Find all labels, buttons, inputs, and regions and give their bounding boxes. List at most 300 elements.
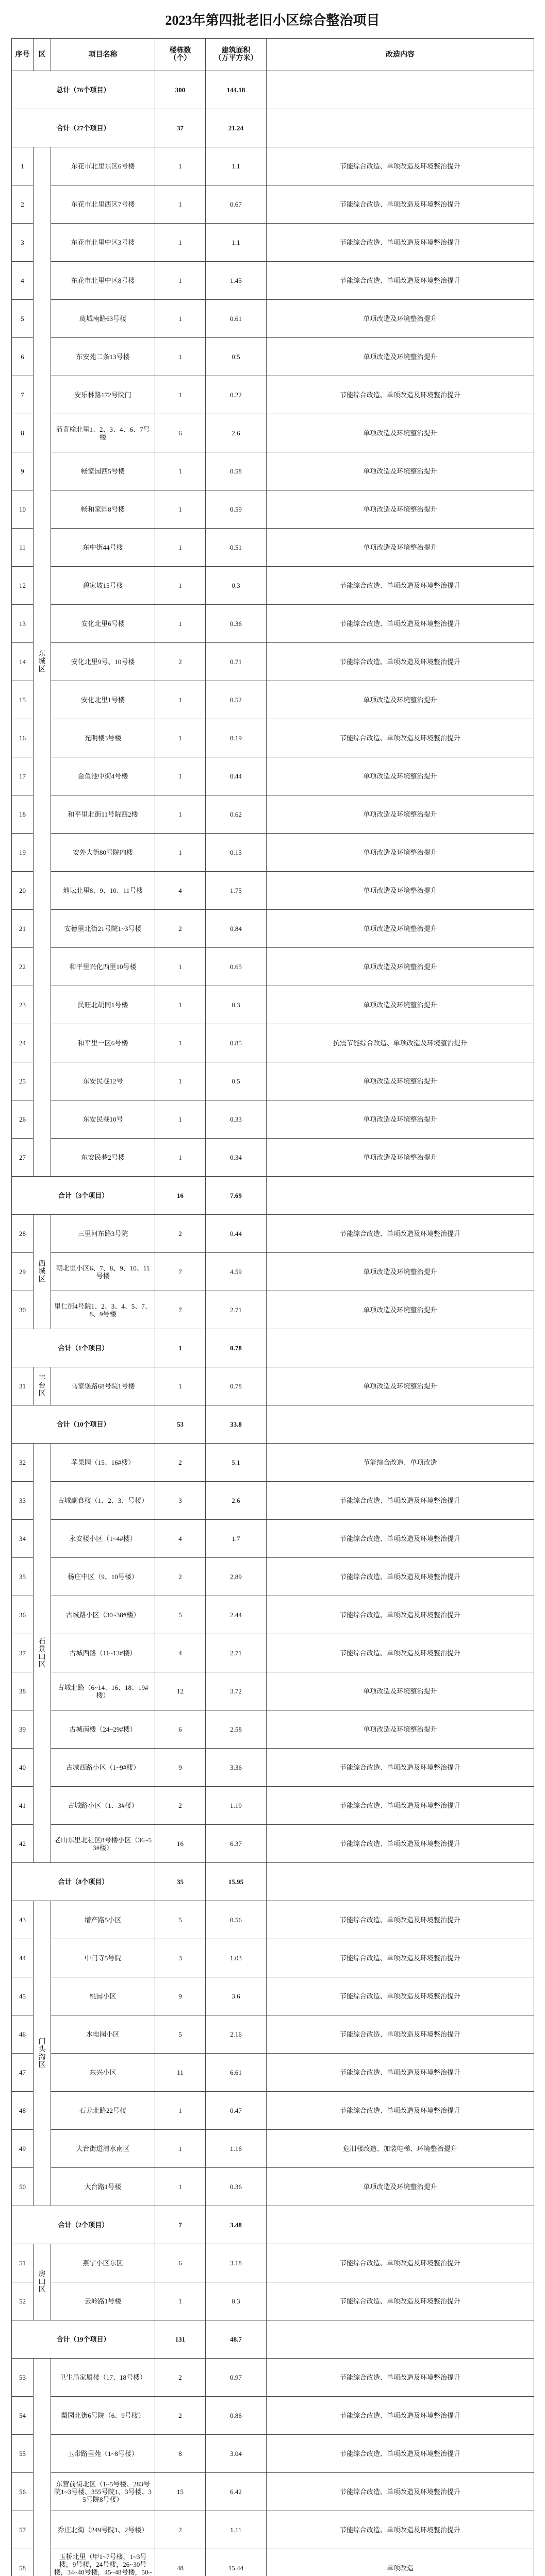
row-area: 0.3 — [206, 567, 267, 605]
row-content: 节能综合改造、单项改造及环境整治提升 — [267, 2282, 534, 2320]
row-buildings: 16 — [155, 1825, 206, 1863]
table-row — [12, 529, 534, 567]
row-name: 安化北里1号楼 — [51, 681, 155, 719]
row-content: 单项改造及环境整治提升 — [267, 948, 534, 986]
grand-total-area: 144.18 — [206, 71, 267, 109]
row-buildings: 1 — [155, 948, 206, 986]
row-name: 东花市北里东区6号楼 — [51, 147, 155, 185]
table-row — [12, 147, 534, 185]
table-row — [12, 2435, 534, 2473]
group-total-label: 合计（1个项目） — [12, 1329, 155, 1367]
row-seq: 17 — [12, 757, 34, 795]
row-name: 老山东里北社区8号楼小区（36~53#楼） — [51, 1825, 155, 1863]
group-total-content — [267, 1405, 534, 1444]
row-area: 1.75 — [206, 872, 267, 910]
row-content: 单项改造及环境整治提升 — [267, 1062, 534, 1100]
row-seq: 22 — [12, 948, 34, 986]
row-seq: 40 — [12, 1749, 34, 1787]
row-content: 单项改造及环境整治提升 — [267, 910, 534, 948]
group-total-row — [12, 2206, 534, 2244]
row-name: 碧家坡15号楼 — [51, 567, 155, 605]
row-seq: 37 — [12, 1634, 34, 1672]
group-total-row — [12, 109, 534, 147]
row-buildings: 11 — [155, 2054, 206, 2092]
row-area: 2.89 — [206, 1558, 267, 1596]
table-row — [12, 1825, 534, 1863]
row-buildings: 1 — [155, 757, 206, 795]
grand-total-row — [12, 71, 534, 109]
row-seq: 58 — [12, 2549, 34, 2576]
row-buildings: 1 — [155, 147, 206, 185]
row-buildings: 4 — [155, 1520, 206, 1558]
table-row — [12, 795, 534, 834]
row-area: 0.62 — [206, 795, 267, 834]
row-seq: 13 — [12, 605, 34, 643]
row-seq: 30 — [12, 1291, 34, 1329]
row-area: 6.37 — [206, 1825, 267, 1863]
row-seq: 54 — [12, 2397, 34, 2435]
table-row — [12, 834, 534, 872]
row-seq: 43 — [12, 1901, 34, 1939]
group-total-buildings: 7 — [155, 2206, 206, 2244]
row-buildings: 1 — [155, 2092, 206, 2130]
row-content: 节能综合改造、单项改造 — [267, 1444, 534, 1482]
row-area: 0.65 — [206, 948, 267, 986]
row-seq: 19 — [12, 834, 34, 872]
row-seq: 39 — [12, 1710, 34, 1749]
row-seq: 29 — [12, 1253, 34, 1291]
row-name: 梨园北街6号院（6、9号楼） — [51, 2397, 155, 2435]
row-seq: 6 — [12, 338, 34, 376]
row-area: 5.1 — [206, 1444, 267, 1482]
row-content: 节能综合改造、单项改造及环境整治提升 — [267, 2054, 534, 2092]
row-buildings: 9 — [155, 1977, 206, 2015]
row-content: 节能综合改造、单项改造及环境整治提升 — [267, 1634, 534, 1672]
row-buildings: 1 — [155, 567, 206, 605]
row-content: 单项改造及环境整治提升 — [267, 300, 534, 338]
row-name: 水电园小区 — [51, 2015, 155, 2054]
row-buildings: 1 — [155, 605, 206, 643]
row-name: 东花市北里西区7号楼 — [51, 185, 155, 224]
row-area: 1.11 — [206, 2511, 267, 2549]
group-total-buildings: 35 — [155, 1863, 206, 1901]
row-content: 节能综合改造、单项改造及环境整治提升 — [267, 1749, 534, 1787]
row-content: 节能综合改造、单项改造及环境整治提升 — [267, 262, 534, 300]
group-total-row — [12, 1405, 534, 1444]
row-name: 金鱼池中街4号楼 — [51, 757, 155, 795]
table-row — [12, 338, 534, 376]
row-name: 蒲黄榆北里1、2、3、4、6、7号楼 — [51, 414, 155, 452]
row-name: 朝北里小区6、7、8、9、10、11号楼 — [51, 1253, 155, 1291]
table-row — [12, 1939, 534, 1977]
row-name: 安乐林路172号院门 — [51, 376, 155, 414]
row-buildings: 1 — [155, 2282, 206, 2320]
row-buildings: 12 — [155, 1672, 206, 1710]
row-content: 单项改造及环境整治提升 — [267, 1710, 534, 1749]
group-total-area: 48.7 — [206, 2320, 267, 2359]
row-name: 民旺北胡同1号楼 — [51, 986, 155, 1024]
row-area: 0.44 — [206, 757, 267, 795]
row-content: 节能综合改造、单项改造及环境整治提升 — [267, 2511, 534, 2549]
row-content: 节能综合改造、单项改造及环境整治提升 — [267, 1825, 534, 1863]
row-seq: 45 — [12, 1977, 34, 2015]
table-row — [12, 2473, 534, 2511]
row-name: 石龙北路22号楼 — [51, 2092, 155, 2130]
table-row — [12, 2511, 534, 2549]
row-area: 3.04 — [206, 2435, 267, 2473]
row-name: 里仁街4号院1、2、3、4、5、7、8、9号楼 — [51, 1291, 155, 1329]
row-seq: 18 — [12, 795, 34, 834]
projects-table — [11, 38, 534, 2576]
row-name: 古城西路（11~13#楼） — [51, 1634, 155, 1672]
row-name: 东花市北里中区8号楼 — [51, 262, 155, 300]
row-name: 珑城南路63号楼 — [51, 300, 155, 338]
row-content: 节能综合改造、单项改造及环境整治提升 — [267, 2397, 534, 2435]
table-row — [12, 262, 534, 300]
row-seq: 55 — [12, 2435, 34, 2473]
table-row — [12, 2397, 534, 2435]
row-seq: 23 — [12, 986, 34, 1024]
row-seq: 21 — [12, 910, 34, 948]
row-area: 0.3 — [206, 986, 267, 1024]
row-area: 0.52 — [206, 681, 267, 719]
table-row — [12, 605, 534, 643]
row-buildings: 1 — [155, 719, 206, 757]
row-content: 单项改造及环境整治提升 — [267, 1139, 534, 1177]
row-name: 东安民巷12号 — [51, 1062, 155, 1100]
table-row — [12, 224, 534, 262]
row-name: 云岭路1号楼 — [51, 2282, 155, 2320]
row-buildings: 1 — [155, 1139, 206, 1177]
table-row — [12, 452, 534, 490]
table-row — [12, 1596, 534, 1634]
row-name: 地坛北里8、9、10、11号楼 — [51, 872, 155, 910]
row-seq: 11 — [12, 529, 34, 567]
row-area: 0.59 — [206, 490, 267, 529]
table-row — [12, 185, 534, 224]
row-buildings: 1 — [155, 338, 206, 376]
row-content: 节能综合改造、单项改造及环境整治提升 — [267, 224, 534, 262]
row-buildings: 2 — [155, 910, 206, 948]
row-name: 东花市北里中区3号楼 — [51, 224, 155, 262]
row-content: 单项改造及环境整治提升 — [267, 1672, 534, 1710]
group-total-buildings: 131 — [155, 2320, 206, 2359]
table-row — [12, 1710, 534, 1749]
row-area: 2.71 — [206, 1634, 267, 1672]
row-area: 0.15 — [206, 834, 267, 872]
row-buildings: 1 — [155, 376, 206, 414]
row-buildings: 5 — [155, 1901, 206, 1939]
row-content: 节能综合改造、单项改造及环境整治提升 — [267, 1596, 534, 1634]
district-cell — [34, 2359, 51, 2576]
row-area: 2.16 — [206, 2015, 267, 2054]
row-buildings: 6 — [155, 1710, 206, 1749]
row-name: 东安民巷2号楼 — [51, 1139, 155, 1177]
row-content: 单项改造及环境整治提升 — [267, 681, 534, 719]
table-row — [12, 948, 534, 986]
table-row — [12, 910, 534, 948]
row-area: 0.19 — [206, 719, 267, 757]
group-total-row — [12, 1177, 534, 1215]
row-area: 0.44 — [206, 1215, 267, 1253]
row-name: 马家堡路68号院1号楼 — [51, 1367, 155, 1405]
row-seq: 14 — [12, 643, 34, 681]
row-seq: 52 — [12, 2282, 34, 2320]
row-buildings: 4 — [155, 872, 206, 910]
row-buildings: 1 — [155, 2168, 206, 2206]
group-total-label: 合计（10个项目） — [12, 1405, 155, 1444]
row-buildings: 2 — [155, 1558, 206, 1596]
row-name: 古城北路（6~14、16、18、19#楼） — [51, 1672, 155, 1710]
row-seq: 9 — [12, 452, 34, 490]
row-content: 单项改造及环境整治提升 — [267, 795, 534, 834]
row-content: 单项改造及环境整治提升 — [267, 834, 534, 872]
table-row — [12, 1062, 534, 1100]
grand-total-label: 总计（76个项目） — [12, 71, 155, 109]
row-name: 古城路小区（30~38#楼） — [51, 1596, 155, 1634]
group-total-area: 3.48 — [206, 2206, 267, 2244]
row-seq: 36 — [12, 1596, 34, 1634]
row-name: 畅和家园8号楼 — [51, 490, 155, 529]
row-seq: 50 — [12, 2168, 34, 2206]
row-buildings: 2 — [155, 1444, 206, 1482]
row-buildings: 8 — [155, 2435, 206, 2473]
row-buildings: 7 — [155, 1253, 206, 1291]
table-row — [12, 300, 534, 338]
col-header-name: 项目名称 — [51, 39, 155, 71]
row-buildings: 1 — [155, 185, 206, 224]
row-seq: 44 — [12, 1939, 34, 1977]
row-content: 节能综合改造、单项改造及环境整治提升 — [267, 1977, 534, 2015]
grand-total-buildings: 300 — [155, 71, 206, 109]
table-row — [12, 1749, 534, 1787]
row-content: 节能综合改造、单项改造及环境整治提升 — [267, 1939, 534, 1977]
table-row — [12, 1520, 534, 1558]
table-row — [12, 1253, 534, 1291]
district-cell: 西 城 区 — [34, 1215, 51, 1329]
row-buildings: 1 — [155, 1367, 206, 1405]
row-name: 乔庄北街（249号院1、2号楼） — [51, 2511, 155, 2549]
row-seq: 35 — [12, 1558, 34, 1596]
row-content: 节能综合改造、单项改造及环境整治提升 — [267, 1215, 534, 1253]
group-total-label: 合计（8个项目） — [12, 1863, 155, 1901]
row-buildings: 6 — [155, 2244, 206, 2282]
row-name: 玉桥北里（甲1~7号楼，1~3号楼，9号楼，24号楼，26~30号楼，34~40号楼，45~48号楼，50~ — [51, 2549, 155, 2576]
row-area: 1.1 — [206, 224, 267, 262]
row-name: 东中街44号楼 — [51, 529, 155, 567]
row-buildings: 1 — [155, 262, 206, 300]
row-seq: 31 — [12, 1367, 34, 1405]
row-content: 单项改造及环境整治提升 — [267, 872, 534, 910]
group-total-content — [267, 1177, 534, 1215]
row-name: 大台路1号楼 — [51, 2168, 155, 2206]
table-row — [12, 2244, 534, 2282]
row-buildings: 1 — [155, 2130, 206, 2168]
row-seq: 5 — [12, 300, 34, 338]
district-cell: 房 山 区 — [34, 2244, 51, 2320]
group-total-row — [12, 1863, 534, 1901]
row-content: 单项改造及环境整治提升 — [267, 986, 534, 1024]
group-total-content — [267, 1863, 534, 1901]
row-content: 单项改造及环境整治提升 — [267, 452, 534, 490]
row-name: 桃园小区 — [51, 1977, 155, 2015]
row-seq: 34 — [12, 1520, 34, 1558]
group-total-area: 7.69 — [206, 1177, 267, 1215]
row-name: 三里河东路3号院 — [51, 1215, 155, 1253]
row-content: 单项改造及环境整治提升 — [267, 490, 534, 529]
table-row — [12, 986, 534, 1024]
row-content: 单项改造及环境整治提升 — [267, 1291, 534, 1329]
row-area: 0.34 — [206, 1139, 267, 1177]
row-buildings: 4 — [155, 1634, 206, 1672]
table-header-row — [12, 39, 534, 71]
row-content: 抗震节能综合改造、单项改造及环境整治提升 — [267, 1024, 534, 1062]
row-seq: 47 — [12, 2054, 34, 2092]
group-total-row — [12, 1329, 534, 1367]
row-name: 大台街道清水南区 — [51, 2130, 155, 2168]
row-content: 节能综合改造、单项改造及环境整治提升 — [267, 185, 534, 224]
table-row — [12, 376, 534, 414]
row-area: 0.3 — [206, 2282, 267, 2320]
group-total-buildings: 16 — [155, 1177, 206, 1215]
row-area: 0.84 — [206, 910, 267, 948]
row-content: 单项改造及环境整治提升 — [267, 338, 534, 376]
row-buildings: 2 — [155, 643, 206, 681]
row-area: 2.71 — [206, 1291, 267, 1329]
group-total-content — [267, 1329, 534, 1367]
row-seq: 42 — [12, 1825, 34, 1863]
row-area: 1.19 — [206, 1787, 267, 1825]
row-area: 0.22 — [206, 376, 267, 414]
group-total-area: 0.78 — [206, 1329, 267, 1367]
group-total-content — [267, 2320, 534, 2359]
row-area: 0.67 — [206, 185, 267, 224]
row-name: 中门寺5号院 — [51, 1939, 155, 1977]
row-area: 0.33 — [206, 1100, 267, 1139]
row-name: 杨庄中区（9、10号楼） — [51, 1558, 155, 1596]
row-seq: 49 — [12, 2130, 34, 2168]
col-header-buildings: 楼栋数 （个） — [155, 39, 206, 71]
group-total-area: 15.95 — [206, 1863, 267, 1901]
row-name: 畅家园西5号楼 — [51, 452, 155, 490]
row-area: 1.45 — [206, 262, 267, 300]
district-cell: 石 景 山 区 — [34, 1444, 51, 1863]
row-name: 古城副食楼（1、2、3、号楼） — [51, 1482, 155, 1520]
group-total-buildings: 37 — [155, 109, 206, 147]
table-row — [12, 2130, 534, 2168]
row-seq: 8 — [12, 414, 34, 452]
row-area: 0.78 — [206, 1367, 267, 1405]
group-total-row — [12, 2320, 534, 2359]
group-total-buildings: 53 — [155, 1405, 206, 1444]
row-buildings: 1 — [155, 452, 206, 490]
row-buildings: 2 — [155, 2359, 206, 2397]
row-area: 0.51 — [206, 529, 267, 567]
row-area: 2.44 — [206, 1596, 267, 1634]
row-buildings: 2 — [155, 2511, 206, 2549]
row-seq: 27 — [12, 1139, 34, 1177]
table-row — [12, 2282, 534, 2320]
row-name: 和平里一区6号楼 — [51, 1024, 155, 1062]
table-row — [12, 872, 534, 910]
row-area: 0.5 — [206, 338, 267, 376]
row-buildings: 1 — [155, 300, 206, 338]
row-name: 东安苑二条13号楼 — [51, 338, 155, 376]
table-row — [12, 2359, 534, 2397]
table-row — [12, 2092, 534, 2130]
row-content: 单项改造 — [267, 2549, 534, 2576]
row-buildings: 1 — [155, 1100, 206, 1139]
group-total-label: 合计（19个项目） — [12, 2320, 155, 2359]
row-seq: 1 — [12, 147, 34, 185]
row-buildings: 1 — [155, 1062, 206, 1100]
row-name: 安外大街80号院内楼 — [51, 834, 155, 872]
table-row — [12, 2168, 534, 2206]
table-row — [12, 681, 534, 719]
table-row — [12, 757, 534, 795]
district-cell: 东 城 区 — [34, 147, 51, 1177]
row-buildings: 1 — [155, 529, 206, 567]
group-total-content — [267, 109, 534, 147]
group-total-content — [267, 2206, 534, 2244]
district-cell: 丰 台 区 — [34, 1367, 51, 1405]
row-seq: 26 — [12, 1100, 34, 1139]
row-buildings: 5 — [155, 1596, 206, 1634]
group-total-label: 合计（27个项目） — [12, 109, 155, 147]
row-content: 节能综合改造、单项改造及环境整治提升 — [267, 1558, 534, 1596]
group-total-buildings: 1 — [155, 1329, 206, 1367]
row-content: 节能综合改造、单项改造及环境整治提升 — [267, 2092, 534, 2130]
table-row — [12, 1367, 534, 1405]
row-seq: 38 — [12, 1672, 34, 1710]
row-seq: 48 — [12, 2092, 34, 2130]
row-area: 0.47 — [206, 2092, 267, 2130]
table-row — [12, 490, 534, 529]
row-buildings: 7 — [155, 1291, 206, 1329]
table-row — [12, 1558, 534, 1596]
row-area: 15.44 — [206, 2549, 267, 2576]
table-row — [12, 1291, 534, 1329]
row-seq: 3 — [12, 224, 34, 262]
table-row — [12, 719, 534, 757]
table-row — [12, 1634, 534, 1672]
row-seq: 33 — [12, 1482, 34, 1520]
table-row — [12, 1672, 534, 1710]
row-buildings: 15 — [155, 2473, 206, 2511]
row-seq: 7 — [12, 376, 34, 414]
row-buildings: 1 — [155, 834, 206, 872]
row-content: 节能综合改造、单项改造及环境整治提升 — [267, 719, 534, 757]
group-total-label: 合计（2个项目） — [12, 2206, 155, 2244]
row-seq: 56 — [12, 2473, 34, 2511]
grand-total-content — [267, 71, 534, 109]
row-area: 0.97 — [206, 2359, 267, 2397]
row-buildings: 1 — [155, 490, 206, 529]
row-buildings: 9 — [155, 1749, 206, 1787]
row-seq: 24 — [12, 1024, 34, 1062]
row-name: 燕宇小区东区 — [51, 2244, 155, 2282]
table-row — [12, 1215, 534, 1253]
row-content: 节能综合改造、单项改造及环境整治提升 — [267, 2359, 534, 2397]
row-content: 节能综合改造、单项改造及环境整治提升 — [267, 376, 534, 414]
row-area: 0.58 — [206, 452, 267, 490]
row-content: 单项改造及环境整治提升 — [267, 757, 534, 795]
row-area: 3.18 — [206, 2244, 267, 2282]
row-area: 0.61 — [206, 300, 267, 338]
table-row — [12, 2015, 534, 2054]
district-cell: 门 头 沟 区 — [34, 1901, 51, 2206]
row-name: 古城路小区（1、3#楼） — [51, 1787, 155, 1825]
